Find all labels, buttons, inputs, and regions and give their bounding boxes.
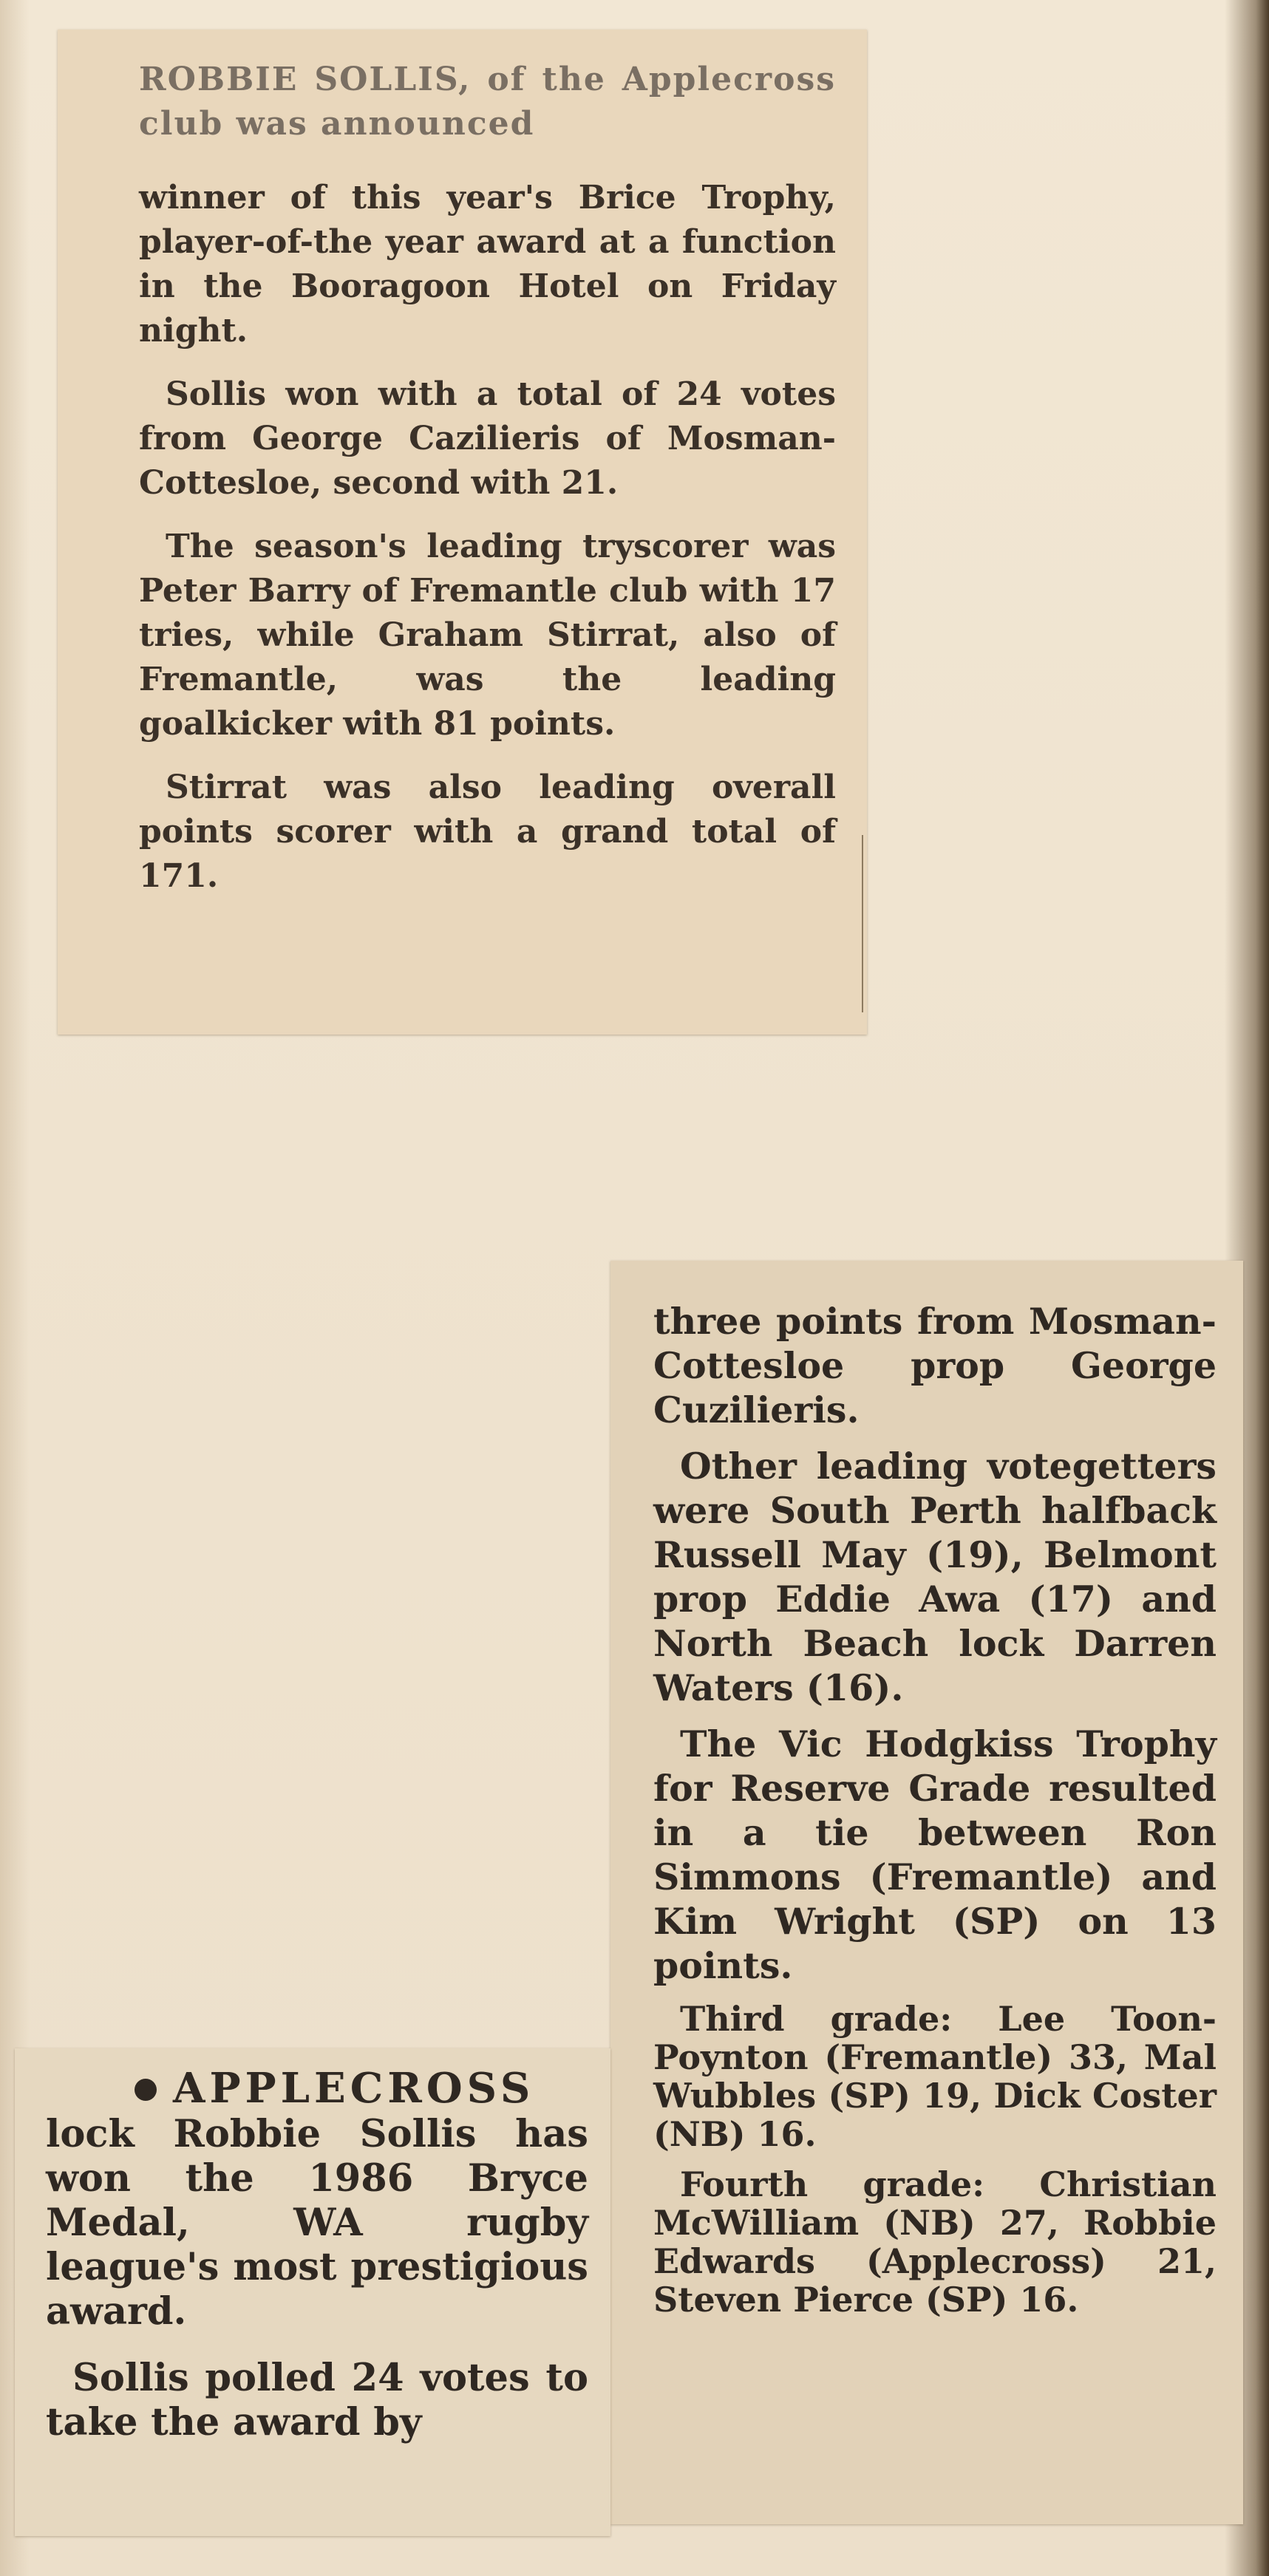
newspaper-clipping-bryce-medal [15, 2048, 610, 2536]
clipping-headline: APPLECROSS [173, 2064, 535, 2113]
clipping-paragraph: Other leading votegetters were South Perth halfback Russell May (19), Belmont prop Eddie Awa (17) and North Beach lock Darren Waters (16). [653, 1445, 1217, 1709]
clipping-lead: ROBBIE SOLLIS, of the Applecross club was announced [139, 61, 836, 143]
clipping-cut-edge [862, 835, 863, 1012]
clipping-lead-text: lock Robbie Sollis has won the 1986 Bryce Medal, WA rugby league's most prestigious award. [46, 2112, 588, 2334]
clipping-paragraph: Fourth grade: Christian McWilliam (NB) 27, Robbie Edwards (Applecross) 21, Steven Pierce (SP) 16. [653, 2164, 1217, 2320]
bullet-icon [135, 2079, 157, 2101]
clipping-paragraph: Sollis won with a total of 24 votes from George Cazilieris of Mosman-Cottesloe, second with 21. [139, 375, 836, 502]
newspaper-clipping-bryce-medal-continued [610, 1261, 1243, 2524]
clipping-paragraph: Stirrat was also leading overall points scorer with a grand total of 171. [139, 769, 836, 895]
clipping-paragraph: three points from Mosman-Cottesloe prop George Cuzilieris. [653, 1300, 1217, 1431]
clipping-paragraph: Sollis polled 24 votes to take the award by [46, 2356, 588, 2444]
clipping-paragraph: winner of this year's Brice Trophy, player-of-the year award at a function in the Booragoon Hotel on Friday night. [139, 179, 836, 350]
clipping-paragraph: Third grade: Lee Toon-Poynton (Fremantle) 33, Mal Wubbles (SP) 19, Dick Coster (NB) 16. [653, 1999, 1217, 2154]
newspaper-clipping-brice-trophy [58, 30, 867, 1035]
clipping-paragraph: The Vic Hodgkiss Trophy for Reserve Grade resulted in a tie between Ron Simmons (Fremantle) and Kim Wright (SP) on 13 points. [653, 1723, 1217, 1987]
clipping-paragraph: The season's leading tryscorer was Peter Barry of Fremantle club with 17 tries, while Graham Stirrat, also of Fremantle, was the leading goalkicker with 81 points. [139, 528, 836, 743]
clipping-lead [46, 2066, 588, 2334]
